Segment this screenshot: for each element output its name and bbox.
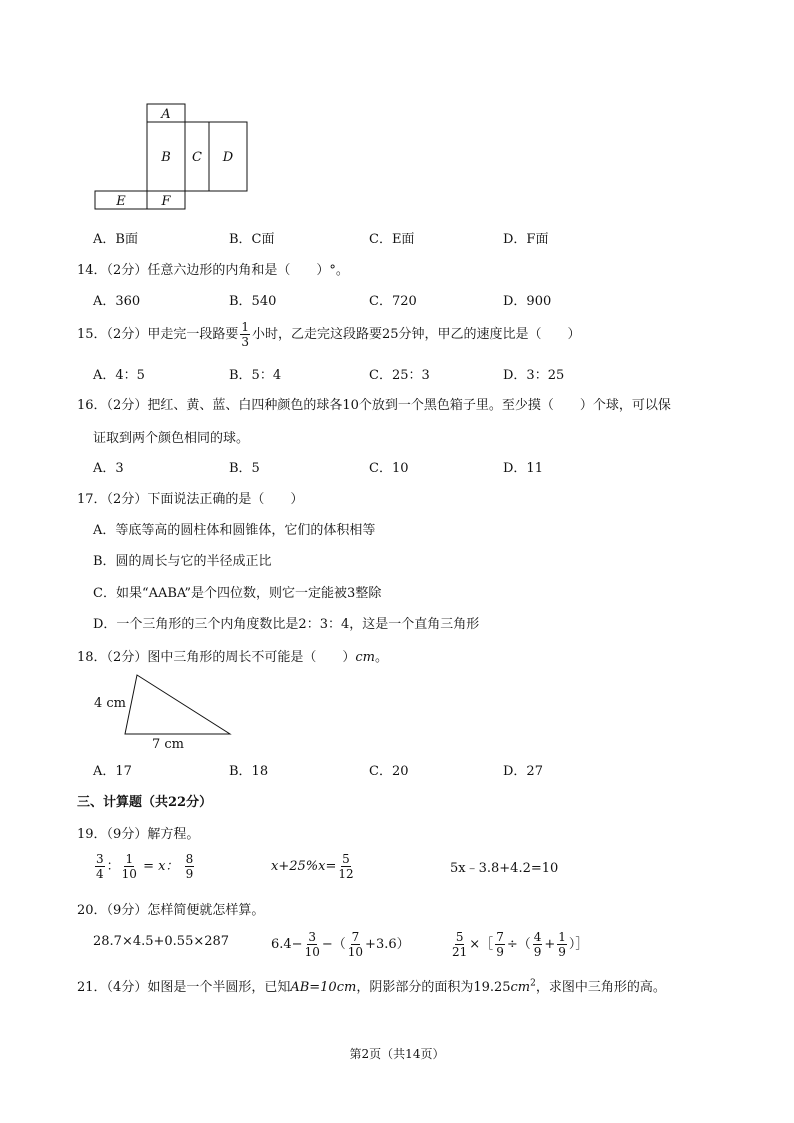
q19-eq1-b-den: 10 [121,867,137,881]
q20-expr3-f2-den: 9 [496,945,504,959]
net-label-c: C [192,150,202,165]
q19-eq2-den: 12 [338,867,354,881]
q21-stem-after: ，求图中三角形的高。 [535,980,666,995]
q15-stem-before: 15．（2分）甲走完一段路要 [77,327,239,342]
q15-frac-den: 3 [241,335,249,349]
q18-stem [77,646,388,665]
q18-option-b[interactable]: B．18 [229,764,269,779]
q20-expression-3 [450,928,588,962]
q18-option-c[interactable]: C．20 [369,764,409,779]
q20-expr2-pre: 6.4− [271,937,303,952]
q17-option-a[interactable]: A．等底等高的圆柱体和圆锥体，它们的体积相等 [93,523,376,538]
q14-option-a[interactable]: A．360 [93,294,141,309]
q19-equation-3: 5x﹣3.8+4.2=10 [450,861,559,876]
q19-stem: 19．（9分）解方程。 [77,827,200,842]
q15-stem-after: 小时，乙走完这段路要25分钟，甲乙的速度比是（ ） [251,327,581,342]
q20-expr3-op1: ×［ [469,937,494,952]
q19-eq1-sep: ： [106,859,120,874]
q15-option-d[interactable]: D．3：25 [503,368,565,383]
q15-option-b[interactable]: B．5：4 [229,368,282,383]
q16-stem-line2: 证取到两个颜色相同的球。 [93,431,250,446]
q14-option-b[interactable]: B．540 [229,294,277,309]
q20-expr3-f4-num: 1 [558,930,566,944]
cube-net-diagram [90,100,255,215]
q13-option-b[interactable]: B．C面 [229,232,275,247]
q18-stem-before: 18．（2分）图中三角形的周长不可能是（ ） [77,650,356,665]
q21-stem [77,976,666,995]
q15-option-c[interactable]: C．25：3 [369,368,430,383]
q13-option-c[interactable]: C．E面 [369,232,415,247]
q19-eq1-a-den: 4 [96,867,104,881]
q15-stem [77,320,581,350]
q21-stem-mid: ，阴影部分的面积为19.25 [356,980,511,995]
q16-stem-line1: 16．（2分）把红、黄、蓝、白四种颜色的球各10个放到一个黑色箱子里。至少摸（ ）个球，可以保 [77,398,671,413]
q20-expr2-f1-num: 3 [308,930,317,944]
q14-stem: 14．（2分）任意六边形的内角和是（ ）°。 [77,263,349,278]
q19-equation-2 [271,850,356,884]
q14-option-d[interactable]: D．900 [503,294,552,309]
q21-unit: cm [510,980,531,995]
q17-option-b[interactable]: B．圆的周长与它的半径成正比 [93,554,272,569]
q20-expr3-op3: + [544,937,556,952]
q18-stem-end: 。 [374,650,388,665]
q19-eq1-mid: = x： [143,859,179,874]
q20-stem: 20．（9分）怎样简便就怎样算。 [77,903,265,918]
q17-stem: 17．（2分）下面说法正确的是（ ） [77,492,304,507]
q17-option-d[interactable]: D．一个三角形的三个内角度数比是2：3：4，这是一个直角三角形 [93,617,480,632]
q20-expression-1: 28.7×4.5+0.55×287 [93,934,230,949]
q21-ab: AB=10cm [290,980,357,995]
q19-equation-1 [93,850,196,884]
q20-expr2-f2-den: 10 [347,945,364,959]
q20-expr3-f1-num: 5 [455,930,464,944]
q19-eq2-left: x+25%x= [271,859,337,874]
q21-stem-before: 21．（4分）如图是一个半圆形，已知 [77,980,291,995]
q16-option-a[interactable]: A．3 [93,461,124,476]
q14-option-c[interactable]: C．720 [369,294,417,309]
q20-expr2-f1-den: 10 [304,945,320,959]
q18-option-a[interactable]: A．17 [93,764,132,779]
q20-expr3-f2-num: 7 [496,930,504,944]
q16-option-d[interactable]: D．11 [503,461,543,476]
net-label-f: F [161,194,171,209]
q21-unit-sup: 2 [530,978,536,989]
q18-unit: cm [355,650,375,665]
net-label-d: D [222,150,234,165]
q20-expr2-post: +3.6） [365,937,410,952]
q15-frac-num: 1 [241,320,249,334]
q19-eq1-c-num: 8 [185,852,194,866]
triangle-side-left-label: 4 cm [94,696,127,711]
section-3-title: 三、计算题（共22分） [77,795,213,810]
q20-expr3-f4-den: 9 [558,945,566,959]
q19-eq2-num: 5 [342,852,350,866]
q16-option-b[interactable]: B．5 [229,461,260,476]
q20-expr3-post: ）］ [568,937,589,952]
net-label-b: B [161,150,171,165]
q20-expr3-f1-den: 21 [452,945,468,959]
q20-expr2-f2-num: 7 [351,930,360,944]
q20-expr3-op2: ÷（ [506,937,531,952]
q13-option-a[interactable]: A．B面 [93,232,138,247]
triangle-side-bottom-label: 7 cm [152,737,185,750]
q20-expr3-f3-den: 9 [533,945,542,959]
triangle-diagram [90,668,240,750]
q20-expr2-mid: −（ [321,937,346,952]
q20-expr3-f3-num: 4 [533,930,542,944]
q20-expression-2 [271,928,410,962]
q17-option-c[interactable]: C．如果“AABA”是个四位数，则它一定能被3整除 [93,586,382,601]
q19-eq1-c-den: 9 [185,867,194,881]
q13-option-d[interactable]: D．F面 [503,232,549,247]
net-label-e: E [116,194,126,209]
net-label-a: A [161,107,171,122]
q19-eq1-b-num: 1 [125,852,134,866]
q15-option-a[interactable]: A．4：5 [93,368,145,383]
q18-option-d[interactable]: D．27 [503,764,543,779]
q16-option-c[interactable]: C．10 [369,461,409,476]
q19-eq1-a-num: 3 [96,852,104,866]
page-footer: 第2页（共14页） [349,1047,445,1061]
q15-fraction [240,321,250,348]
triangle-shape [125,675,230,734]
